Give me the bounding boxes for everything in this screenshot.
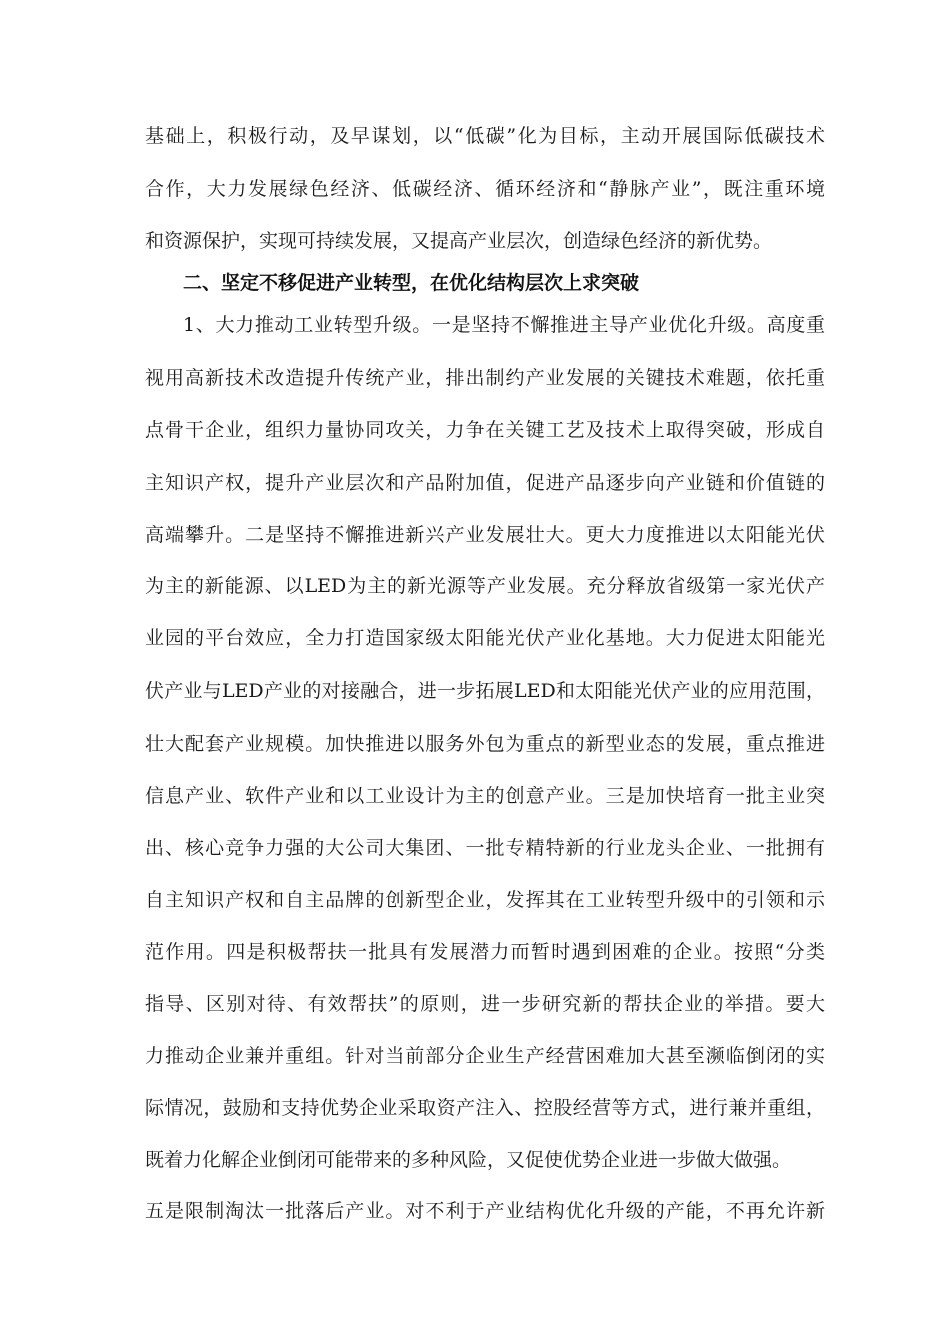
text-line: 指导、区别对待、有效帮扶”的原则，进一步研究新的帮扶企业的举措。要大 [145,993,825,1015]
text-line: 业园的平台效应，全力打造国家级太阳能光伏产业化基地。大力促进太阳能光 [145,627,825,649]
text-line: 高端攀升。二是坚持不懈推进新兴产业发展壮大。更大力度推进以太阳能光伏 [145,524,825,546]
text-line: 壮大配套产业规模。加快推进以服务外包为重点的新型业态的发展，重点推进 [145,733,825,755]
text-line: 五是限制淘汰一批落后产业。对不利于产业结构优化升级的产能，不再允许新 [145,1200,825,1222]
text-line: 1、大力推动工业转型升级。一是坚持不懈推进主导产业优化升级。高度重 [183,314,825,336]
text-line: 点骨干企业，组织力量协同攻关，力争在关键工艺及技术上取得突破，形成自 [145,419,825,441]
text-line: 主知识产权，提升产业层次和产品附加值，促进产品逐步向产业链和价值链的 [145,472,825,494]
text-line: 伏产业与LED产业的对接融合，进一步拓展LED和太阳能光伏产业的应用范围， [145,680,825,702]
text-line: 基础上，积极行动，及早谋划，以“低碳”化为目标，主动开展国际低碳技术 [145,125,825,147]
section-heading: 二、坚定不移促进产业转型，在优化结构层次上求突破 [183,272,640,294]
text-line: 际情况，鼓励和支持优势企业采取资产注入、控股经营等方式，进行兼并重组， [145,1097,825,1119]
text-line: 既着力化解企业倒闭可能带来的多种风险，又促使优势企业进一步做大做强。 [145,1149,792,1171]
text-line: 合作，大力发展绿色经济、低碳经济、循环经济和“静脉产业”，既注重环境 [145,178,825,200]
text-line: 出、核心竞争力强的大公司大集团、一批专精特新的行业龙头企业、一批拥有 [145,837,825,859]
text-line: 自主知识产权和自主品牌的创新型企业，发挥其在工业转型升级中的引领和示 [145,889,825,911]
text-line: 视用高新技术改造提升传统产业，排出制约产业发展的关键技术难题，依托重 [145,367,825,389]
text-line: 和资源保护，实现可持续发展，又提高产业层次，创造绿色经济的新优势。 [145,230,773,252]
text-line: 为主的新能源、以LED为主的新光源等产业发展。充分释放省级第一家光伏产 [145,575,825,597]
text-line: 信息产业、软件产业和以工业设计为主的创意产业。三是加快培育一批主业突 [145,785,825,807]
text-line: 力推动企业兼并重组。针对当前部分企业生产经营困难加大甚至濒临倒闭的实 [145,1045,825,1067]
text-line: 范作用。四是积极帮扶一批具有发展潜力而暂时遇到困难的企业。按照“分类 [145,941,825,963]
